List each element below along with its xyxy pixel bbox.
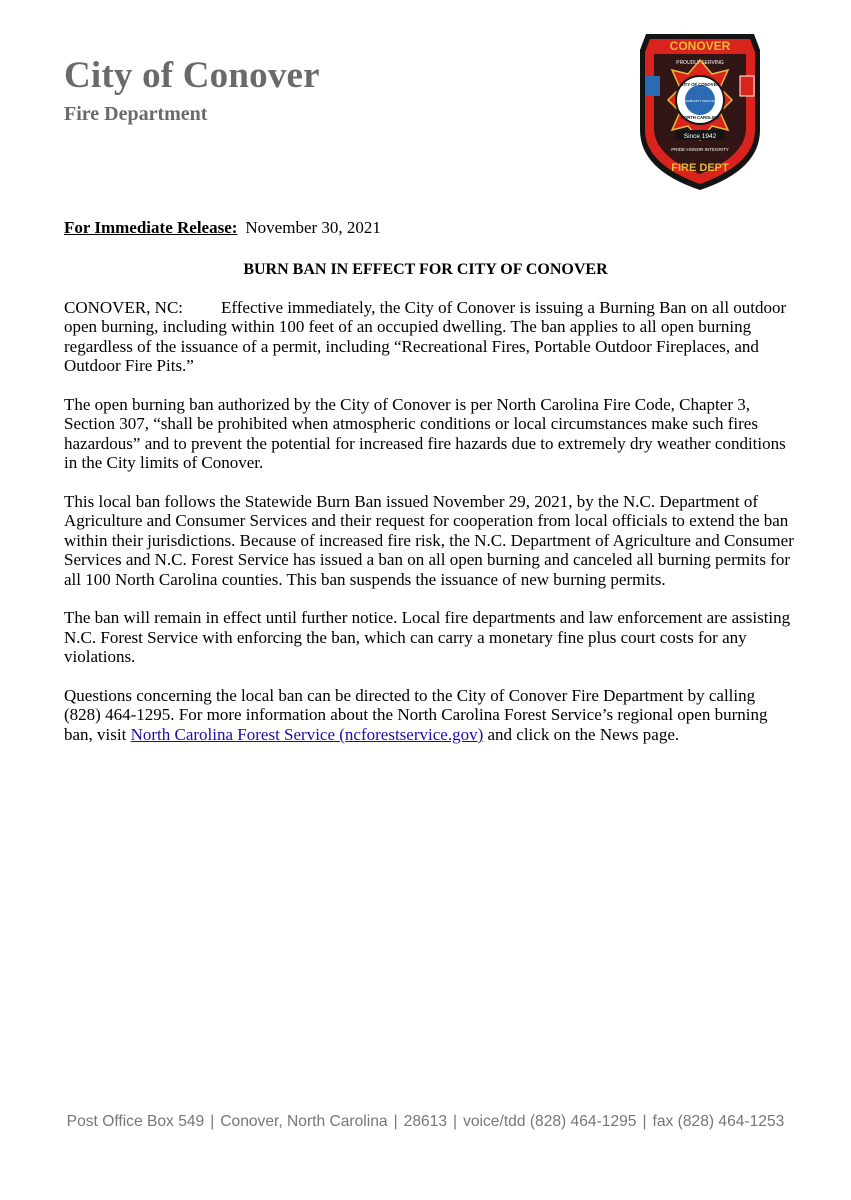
logo-top-text: CONOVER [669,39,731,53]
dateline: CONOVER, NC: [64,298,184,317]
logo-inner-top-text: CITY OF CONOVER [680,82,720,87]
paragraph-5-text-before: Questions concerning the local ban can be directed to the City of Conover Fire Department by calling (828) 464-1295. For more information about the North Carolina Forest Service’s regional open burning ban, visit [64,686,768,744]
footer-zip: 28613 [403,1113,448,1130]
fire-department-badge-logo [636,30,764,192]
footer-separator: | [642,1113,647,1130]
release-date: November 30, 2021 [245,218,381,237]
paragraph-4: The ban will remain in effect until further notice. Local fire departments and law enforcement are assisting N.C. Forest Service with enforcing the ban, which can carry a monetary fine plus court costs for any violations. [64,608,791,667]
footer-fax: fax (828) 464-1253 [652,1113,785,1130]
forest-service-link[interactable]: North Carolina Forest Service (ncforestservice.gov) [130,724,484,744]
footer-city: Conover, North Carolina [220,1113,388,1130]
paragraph-5-text-after: and click on the News page. [483,724,680,744]
paragraph-1-text: Effective immediately, the City of Conover is issuing a Burning Ban on all outdoor open burning, including within 100 feet of an occupied dwelling. The ban applies to all open burning regardless of the issuance of a permit, including “Recreational Fires, Portable Outdoor Fireplaces, and Outdoor Fire Pits.” [64,298,787,376]
headline: BURN BAN IN EFFECT FOR CITY OF CONOVER [243,261,608,278]
paragraph-3: This local ban follows the Statewide Burn Ban issued November 29, 2021, by the N.C. Department of Agriculture and Consumer Services and their request for cooperation from local officials to extend the ban within their jurisdictions. Because of increased fire risk, the N.C. Department of Agriculture and Consumer Services and N.C. Forest Service has issued a ban on all open burning and canceled all burning permits for all 100 North Carolina counties. This ban suspends the issuance of new burning permits. [64,492,794,589]
logo-since-text: Since 1942 [683,133,717,140]
department-name: Fire Department [64,103,208,125]
nc-flag-icon [740,76,754,96]
us-flag-icon [646,76,660,96]
press-release-body [64,298,794,764]
footer-separator: | [453,1113,458,1130]
footer-contact [0,1113,851,1131]
paragraph-1 [64,298,794,376]
footer-voice: voice/tdd (828) 464-1295 [463,1113,637,1130]
logo-center-text: COMMUNITY INDUSTRY [682,99,718,103]
release-line [64,218,381,238]
logo-bottom-text: FIRE DEPT [671,162,729,174]
paragraph-5 [64,686,794,744]
paragraph-2: The open burning ban authorized by the City of Conover is per North Carolina Fire Code, Chapter 3, Section 307, “shall be prohibited when atmospheric conditions or local circumstances make such fires hazardous” and to prevent the potential for increased fire hazards due to extremely dry weather conditions in the City limits of Conover. [64,395,786,473]
footer-separator: | [210,1113,215,1130]
logo-motto-text: PRIDE·HONOR·INTEGRITY [671,147,729,152]
footer-po-box: Post Office Box 549 [66,1113,205,1130]
release-label: For Immediate Release: [64,218,238,237]
organization-name: City of Conover [64,55,320,96]
logo-inner-bottom-text: NORTH CAROLINA [680,115,720,120]
footer-separator: | [393,1113,398,1130]
logo-ring-text: PROUDLY SERVING [676,60,724,66]
